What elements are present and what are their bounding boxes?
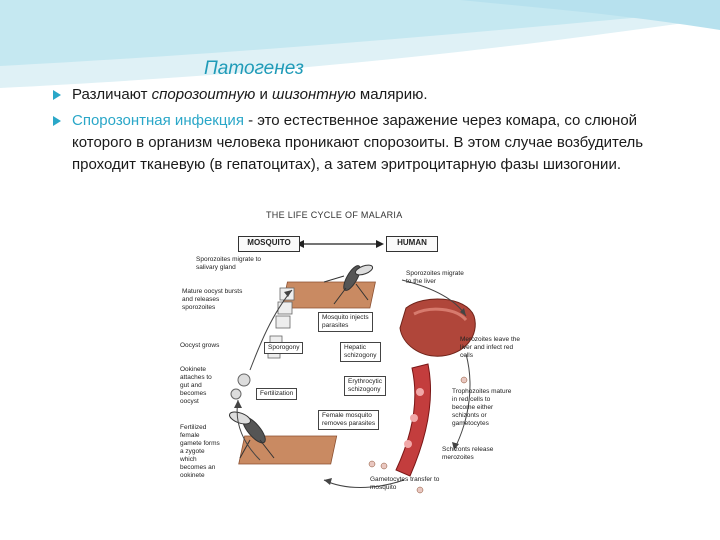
label-merozoites-leave: Merozoites leave the liver and infect red cells xyxy=(460,336,520,359)
human-box: HUMAN xyxy=(386,236,438,252)
label-sporozoites-salivary: Sporozoites migrate to salivary gland xyxy=(196,256,262,271)
label-ookinete: Ookinete attaches to gut and becomes oocyst xyxy=(180,366,212,405)
label-sporozoites-liver: Sporozoites migrate to the liver xyxy=(406,270,464,285)
bullet-arrow-icon xyxy=(53,116,61,126)
tag-mosquito-injects: Mosquito injects parasites xyxy=(318,312,373,332)
tag-female-mosquito: Female mosquito removes parasites xyxy=(318,410,379,430)
label-fertilized-female: Fertilized female gamete forms a zygote which becomes an ookinete xyxy=(180,424,220,479)
tag-hepatic-schizogony: Hepatic schizogony xyxy=(340,342,381,362)
bullet1-text-b: и xyxy=(255,86,272,103)
tag-sporogony: Sporogony xyxy=(264,342,303,354)
bullet-item-2 xyxy=(50,110,690,176)
label-schizonts-release: Schizonts release merozoites xyxy=(442,446,494,461)
bullet1-text-c: малярию. xyxy=(355,86,428,103)
tag-fertilization: Fertilization xyxy=(256,388,297,400)
slide-title: Патогенез xyxy=(204,58,304,79)
diagram-title: THE LIFE CYCLE OF MALARIA xyxy=(266,210,403,220)
bullet1-text-a: Различают xyxy=(72,86,152,103)
bullet-arrow-icon xyxy=(53,90,61,100)
bullet1-term-schizont: шизонтную xyxy=(272,86,356,103)
label-gametocytes-transfer: Gametocytes transfer to mosquito xyxy=(370,476,440,491)
bullet-item-1 xyxy=(50,84,690,106)
bullet2-term: Спорозонтная инфекция xyxy=(72,112,244,129)
label-oocyst-grows: Oocyst grows xyxy=(180,342,220,349)
bullet2-text: - это естественное заражение через комара, со слюной которого в организм человека проникают спорозоиты. В этом случае возбудитель проходит тканевую (в гепатоцитах), а затем эритроцитарную фазы шизогонии. xyxy=(72,112,644,173)
bullet1-term-sporozoite: спорозоитную xyxy=(151,86,256,103)
malaria-life-cycle-diagram xyxy=(174,204,540,504)
tag-erythrocytic-schizogony: Erythrocytic schizogony xyxy=(344,376,386,396)
label-mature-oocyst: Mature oocyst bursts and releases sporozoites xyxy=(182,288,243,311)
bullet-list xyxy=(50,84,690,176)
mosquito-box: MOSQUITO xyxy=(238,236,300,252)
label-trophozoites: Trophozoites mature in red cells to become either schizonts or gametocytes xyxy=(452,388,512,427)
